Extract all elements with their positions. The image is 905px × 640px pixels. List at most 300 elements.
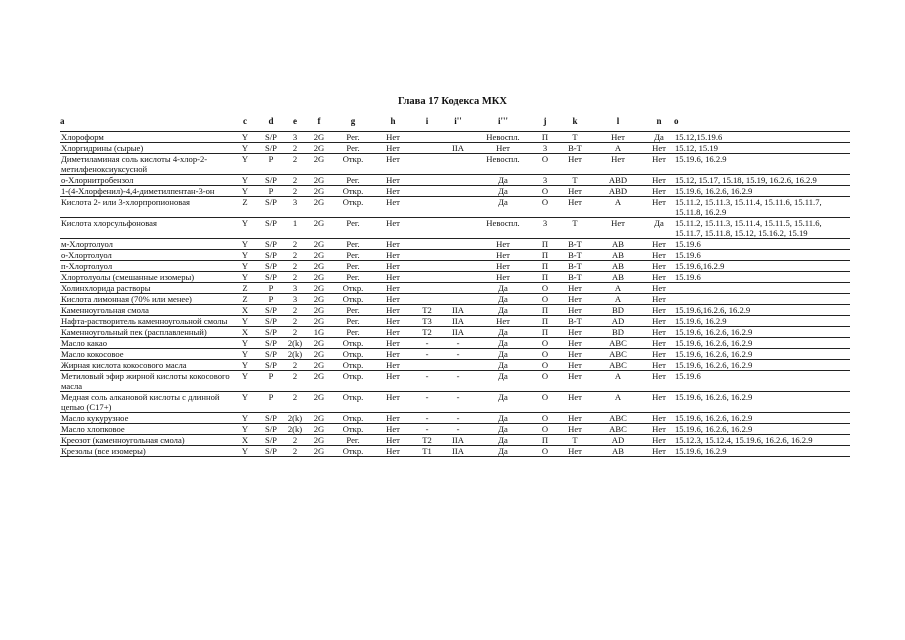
table-cell: 2 <box>284 272 306 283</box>
table-cell: 3 <box>532 218 558 239</box>
table-cell <box>412 218 442 239</box>
table-cell: Откр. <box>332 446 374 457</box>
table-cell: - <box>412 392 442 413</box>
table-cell: 2G <box>306 132 332 143</box>
table-cell: В-Т <box>558 143 592 154</box>
table-cell: Нет <box>558 349 592 360</box>
table-cell: - <box>442 424 474 435</box>
table-cell: S/P <box>258 446 284 457</box>
table-cell: п-Хлортолуол <box>60 261 232 272</box>
table-cell: Y <box>232 349 258 360</box>
table-cell: Нет <box>374 424 412 435</box>
table-cell: Нет <box>558 154 592 175</box>
table-cell: Нет <box>374 338 412 349</box>
column-header: i <box>425 116 429 126</box>
table-cell: S/P <box>258 349 284 360</box>
table-cell: Да <box>474 197 532 218</box>
table-cell: 15.19.6, 16.2.9 <box>674 316 850 327</box>
table-cell: 2G <box>306 294 332 305</box>
table-cell <box>442 360 474 371</box>
table-cell: 2G <box>306 186 332 197</box>
table-row <box>60 272 850 283</box>
table-cell: 2G <box>306 338 332 349</box>
table-cell <box>412 283 442 294</box>
table-cell: 3 <box>284 294 306 305</box>
table-cell: IIA <box>442 446 474 457</box>
table-cell: Нет <box>592 132 644 143</box>
table-cell: 15.12, 15.19 <box>674 143 850 154</box>
table-cell: S/P <box>258 305 284 316</box>
column-header: g <box>350 116 356 126</box>
table-cell <box>412 197 442 218</box>
table-cell: Т2 <box>412 327 442 338</box>
table-cell: Нет <box>644 371 674 392</box>
table-cell: P <box>258 392 284 413</box>
table-cell: 2 <box>284 360 306 371</box>
table-cell: Т3 <box>412 316 442 327</box>
table-cell: Нет <box>374 272 412 283</box>
table-cell: Т <box>558 218 592 239</box>
column-header: k <box>572 116 578 126</box>
table-row <box>60 239 850 250</box>
table-cell: 2 <box>284 316 306 327</box>
table-cell: 2G <box>306 197 332 218</box>
table-cell: А <box>592 283 644 294</box>
table-cell: А <box>592 197 644 218</box>
table-cell: Рег. <box>332 272 374 283</box>
table-cell <box>442 261 474 272</box>
table-cell: Y <box>232 239 258 250</box>
table-cell: 2G <box>306 154 332 175</box>
table-cell: Метиловый эфир жирной кислоты кокосового масла <box>60 371 232 392</box>
table-cell <box>412 294 442 305</box>
table-cell: 2G <box>306 143 332 154</box>
table-cell: 2G <box>306 272 332 283</box>
table-cell <box>412 261 442 272</box>
table-cell: Z <box>232 197 258 218</box>
column-header: j <box>543 116 547 126</box>
table-cell: P <box>258 186 284 197</box>
table-cell: Нет <box>374 143 412 154</box>
table-cell: 15.12,15.19.6 <box>674 132 850 143</box>
table-cell: 2(k) <box>284 349 306 360</box>
table-cell: Y <box>232 338 258 349</box>
table-cell: 2G <box>306 424 332 435</box>
table-cell <box>442 132 474 143</box>
table-cell: О <box>532 349 558 360</box>
table-cell: 2G <box>306 446 332 457</box>
table-cell: 2G <box>306 305 332 316</box>
table-cell: В-Т <box>558 261 592 272</box>
table-cell: - <box>412 413 442 424</box>
table-cell: AB <box>592 272 644 283</box>
column-header: c <box>243 116 247 126</box>
table-cell: Нет <box>644 392 674 413</box>
table-cell: Крезолы (все изомеры) <box>60 446 232 457</box>
table-cell: О <box>532 360 558 371</box>
table-cell: Откр. <box>332 360 374 371</box>
table-cell: Да <box>474 413 532 424</box>
table-cell: 2G <box>306 316 332 327</box>
table-row <box>60 294 850 305</box>
table-cell <box>412 154 442 175</box>
table-row <box>60 250 850 261</box>
table-cell: S/P <box>258 175 284 186</box>
table-cell: м-Хлортолуол <box>60 239 232 250</box>
table-row <box>60 435 850 446</box>
column-header: a <box>60 116 65 126</box>
table-cell: Нет <box>474 316 532 327</box>
table-cell: 2G <box>306 371 332 392</box>
table-cell: П <box>532 132 558 143</box>
table-cell: 2G <box>306 435 332 446</box>
table-cell <box>442 154 474 175</box>
table-cell: Т <box>558 175 592 186</box>
table-cell: Да <box>474 435 532 446</box>
table-cell: Нет <box>558 294 592 305</box>
table-cell: Нет <box>374 250 412 261</box>
table-cell: Т2 <box>412 305 442 316</box>
table-cell: Нет <box>644 272 674 283</box>
table-cell: AD <box>592 316 644 327</box>
table-cell: О <box>532 338 558 349</box>
table-cell: Нет <box>374 154 412 175</box>
table-cell: Холинхлорида растворы <box>60 283 232 294</box>
table-cell: S/P <box>258 218 284 239</box>
table-cell: В-Т <box>558 239 592 250</box>
table-cell: Рег. <box>332 261 374 272</box>
table-cell: Нет <box>592 218 644 239</box>
table-cell: Кислота лимонная (70% или менее) <box>60 294 232 305</box>
table-cell <box>412 186 442 197</box>
table-cell: Нет <box>644 250 674 261</box>
table-cell: ABC <box>592 424 644 435</box>
table-cell: Нет <box>558 392 592 413</box>
table-cell: S/P <box>258 327 284 338</box>
table-cell: Откр. <box>332 413 374 424</box>
table-cell: 3 <box>284 283 306 294</box>
table-cell: Нет <box>374 197 412 218</box>
table-cell: Y <box>232 154 258 175</box>
table-cell: Нет <box>374 316 412 327</box>
table-cell: Кислота хлорсульфоновая <box>60 218 232 239</box>
table-cell: S/P <box>258 250 284 261</box>
table-cell: ABD <box>592 175 644 186</box>
table-cell: Откр. <box>332 371 374 392</box>
table-cell: Нет <box>644 327 674 338</box>
table-cell <box>412 239 442 250</box>
table-cell: X <box>232 327 258 338</box>
table-cell: 15.19.6, 16.2.6, 16.2.9 <box>674 424 850 435</box>
table-cell: 1G <box>306 327 332 338</box>
table-cell: Рег. <box>332 250 374 261</box>
table-row <box>60 283 850 294</box>
table-cell: Хлороформ <box>60 132 232 143</box>
table-cell: П <box>532 250 558 261</box>
table-row <box>60 424 850 435</box>
table-cell: - <box>412 349 442 360</box>
table-cell: Нет <box>592 154 644 175</box>
table-cell: Рег. <box>332 132 374 143</box>
table-cell: 2(k) <box>284 338 306 349</box>
table-cell: - <box>442 338 474 349</box>
table-cell: P <box>258 294 284 305</box>
table-cell: IIA <box>442 435 474 446</box>
table-cell: О <box>532 446 558 457</box>
table-cell: Y <box>232 218 258 239</box>
table-cell <box>442 175 474 186</box>
table-cell: Т2 <box>412 435 442 446</box>
column-header: d <box>268 116 274 126</box>
table-cell <box>442 218 474 239</box>
table-cell: ABC <box>592 338 644 349</box>
table-cell: Рег. <box>332 327 374 338</box>
column-header: l <box>616 116 620 126</box>
table-cell: Нет <box>374 186 412 197</box>
table-cell: О <box>532 154 558 175</box>
table-cell: 15.19.6, 16.2.6, 16.2.9 <box>674 413 850 424</box>
table-cell: О <box>532 294 558 305</box>
table-cell: Нет <box>374 305 412 316</box>
table-cell: - <box>442 392 474 413</box>
table-cell: 2G <box>306 413 332 424</box>
table-cell: Нет <box>644 143 674 154</box>
table-cell: Y <box>232 392 258 413</box>
table-cell: Нет <box>374 175 412 186</box>
table-cell: 3 <box>532 175 558 186</box>
table-cell: Да <box>474 446 532 457</box>
table-row <box>60 413 850 424</box>
table-cell: Медная соль алкановой кислоты с длинной цепью (С17+) <box>60 392 232 413</box>
table-row <box>60 338 850 349</box>
table-row <box>60 132 850 143</box>
table-cell: S/P <box>258 360 284 371</box>
table-row <box>60 446 850 457</box>
table-cell: 2 <box>284 175 306 186</box>
table-cell: Нет <box>558 305 592 316</box>
table-cell: - <box>442 413 474 424</box>
table-cell: Y <box>232 272 258 283</box>
table-cell: S/P <box>258 316 284 327</box>
table-cell: П <box>532 327 558 338</box>
table-cell: Т <box>558 435 592 446</box>
table-cell: Да <box>474 283 532 294</box>
table-cell: Нет <box>644 413 674 424</box>
table-cell: 2 <box>284 371 306 392</box>
table-cell: Нет <box>474 261 532 272</box>
table-cell: Z <box>232 283 258 294</box>
table-cell: Да <box>474 186 532 197</box>
table-cell: Y <box>232 250 258 261</box>
table-cell: О <box>532 424 558 435</box>
column-header: n <box>656 116 662 126</box>
table-cell: Хлортолуолы (смешанные изомеры) <box>60 272 232 283</box>
table-cell: Да <box>474 424 532 435</box>
table-cell: Нет <box>644 283 674 294</box>
table-cell: Масло кукурузное <box>60 413 232 424</box>
table-cell: Нет <box>374 446 412 457</box>
table-cell: Нет <box>558 197 592 218</box>
table-cell: Да <box>474 349 532 360</box>
table-cell: В-Т <box>558 316 592 327</box>
table-cell: 15.19.6 <box>674 272 850 283</box>
table-cell: Y <box>232 132 258 143</box>
table-cell: 2 <box>284 327 306 338</box>
table-cell: Нет <box>644 338 674 349</box>
table-cell: 15.19.6, 16.2.6, 16.2.9 <box>674 327 850 338</box>
table-cell: Нет <box>474 239 532 250</box>
table-cell: 15.19.6, 16.2.9 <box>674 446 850 457</box>
table-cell: Да <box>474 175 532 186</box>
table-cell <box>442 197 474 218</box>
table-cell <box>442 250 474 261</box>
table-cell: Рег. <box>332 175 374 186</box>
table-row <box>60 392 850 413</box>
table-cell: 2G <box>306 360 332 371</box>
table-cell: 2(k) <box>284 424 306 435</box>
table-cell: Откр. <box>332 392 374 413</box>
table-cell: T1 <box>412 446 442 457</box>
table-row <box>60 261 850 272</box>
table-cell: 2 <box>284 305 306 316</box>
column-header: o <box>674 116 679 126</box>
table-cell: А <box>592 392 644 413</box>
table-cell: 2 <box>284 261 306 272</box>
table-cell <box>412 143 442 154</box>
table-cell: Нет <box>558 413 592 424</box>
table-cell: 15.12, 15.17, 15.18, 15.19, 16.2.6, 16.2.9 <box>674 175 850 186</box>
table-cell: 3 <box>284 132 306 143</box>
table-row <box>60 218 850 239</box>
table-cell: 2 <box>284 392 306 413</box>
table-cell: 15.19.6, 16.2.6, 16.2.9 <box>674 349 850 360</box>
table-cell: 2G <box>306 392 332 413</box>
table-cell: - <box>442 349 474 360</box>
table-cell: S/P <box>258 413 284 424</box>
table-row <box>60 197 850 218</box>
table-cell: IIA <box>442 143 474 154</box>
table-cell: Нет <box>474 143 532 154</box>
table-cell: 2G <box>306 175 332 186</box>
table-cell: S/P <box>258 261 284 272</box>
table-cell: Рег. <box>332 316 374 327</box>
table-cell <box>442 294 474 305</box>
table-row <box>60 186 850 197</box>
table-cell: 2G <box>306 250 332 261</box>
column-header: e <box>293 116 297 126</box>
table-row <box>60 305 850 316</box>
table-cell: Масло хлопковое <box>60 424 232 435</box>
table-cell: Y <box>232 360 258 371</box>
table-cell: 2G <box>306 218 332 239</box>
table-cell: - <box>412 338 442 349</box>
table-row <box>60 175 850 186</box>
table-row <box>60 316 850 327</box>
table-cell: Невоспл. <box>474 218 532 239</box>
table-cell: Нет <box>558 327 592 338</box>
table-cell: IIA <box>442 327 474 338</box>
table-cell: Нет <box>374 435 412 446</box>
table-cell: S/P <box>258 424 284 435</box>
table-cell: Нет <box>374 392 412 413</box>
column-header: i'' <box>454 116 462 126</box>
table-cell: А <box>592 371 644 392</box>
table-cell: 2G <box>306 349 332 360</box>
table-cell: Рег. <box>332 305 374 316</box>
table-cell: Нет <box>644 316 674 327</box>
table-cell: BD <box>592 327 644 338</box>
table-row <box>60 327 850 338</box>
table-cell: S/P <box>258 239 284 250</box>
table-cell: Y <box>232 261 258 272</box>
table-cell: Рег. <box>332 143 374 154</box>
table-cell: В-Т <box>558 250 592 261</box>
table-cell: Y <box>232 446 258 457</box>
table-cell: ABC <box>592 349 644 360</box>
table-cell: Нет <box>644 197 674 218</box>
table-cell: P <box>258 154 284 175</box>
table-cell: Да <box>474 327 532 338</box>
table-cell: Нет <box>644 154 674 175</box>
table-cell: Да <box>474 392 532 413</box>
table-cell: ABC <box>592 360 644 371</box>
table-cell: Y <box>232 175 258 186</box>
table-cell: Нет <box>374 239 412 250</box>
table-cell: 15.19.6, 16.2.9 <box>674 154 850 175</box>
table-cell: 2 <box>284 143 306 154</box>
table-cell: Нет <box>374 218 412 239</box>
table-cell: 15.19.6,16.2.6, 16.2.9 <box>674 305 850 316</box>
table-cell: Нет <box>374 327 412 338</box>
table-cell: Откр. <box>332 338 374 349</box>
table-cell: Нет <box>474 250 532 261</box>
table-cell: Y <box>232 413 258 424</box>
table-cell: S/P <box>258 143 284 154</box>
table-cell: П <box>532 239 558 250</box>
table-cell: о-Хлорнитробензол <box>60 175 232 186</box>
table-cell: В-Т <box>558 272 592 283</box>
table-cell: 15.19.6, 16.2.6, 16.2.9 <box>674 360 850 371</box>
table-cell: 15.19.6,16.2.9 <box>674 261 850 272</box>
table-cell: Нет <box>644 349 674 360</box>
table-cell: Жирная кислота кокосового масла <box>60 360 232 371</box>
table-cell: Y <box>232 371 258 392</box>
table-cell: Каменноугольный пек (расплавленный) <box>60 327 232 338</box>
table-cell: Креозот (каменноугольная смола) <box>60 435 232 446</box>
table-cell: Y <box>232 316 258 327</box>
table-cell: S/P <box>258 197 284 218</box>
table-cell: 3 <box>284 197 306 218</box>
table-cell: П <box>532 261 558 272</box>
table-cell: 2 <box>284 154 306 175</box>
page-title: Глава 17 Кодекса МКХ <box>398 96 507 107</box>
column-header: f <box>317 116 321 126</box>
table-cell: 15.19.6 <box>674 239 850 250</box>
table-cell: Нет <box>558 371 592 392</box>
table-cell: Хлоргидрины (сырые) <box>60 143 232 154</box>
table-cell: 2 <box>284 250 306 261</box>
table-cell: Рег. <box>332 239 374 250</box>
table-cell: П <box>532 316 558 327</box>
table-cell: О <box>532 283 558 294</box>
table-cell: О <box>532 413 558 424</box>
table-cell: 15.12.3, 15.12.4, 15.19.6, 16.2.6, 16.2.9 <box>674 435 850 446</box>
table-cell: О <box>532 197 558 218</box>
table-cell: S/P <box>258 272 284 283</box>
table-cell: 2(k) <box>284 413 306 424</box>
table-cell: Нет <box>558 446 592 457</box>
table-cell: Нет <box>374 294 412 305</box>
